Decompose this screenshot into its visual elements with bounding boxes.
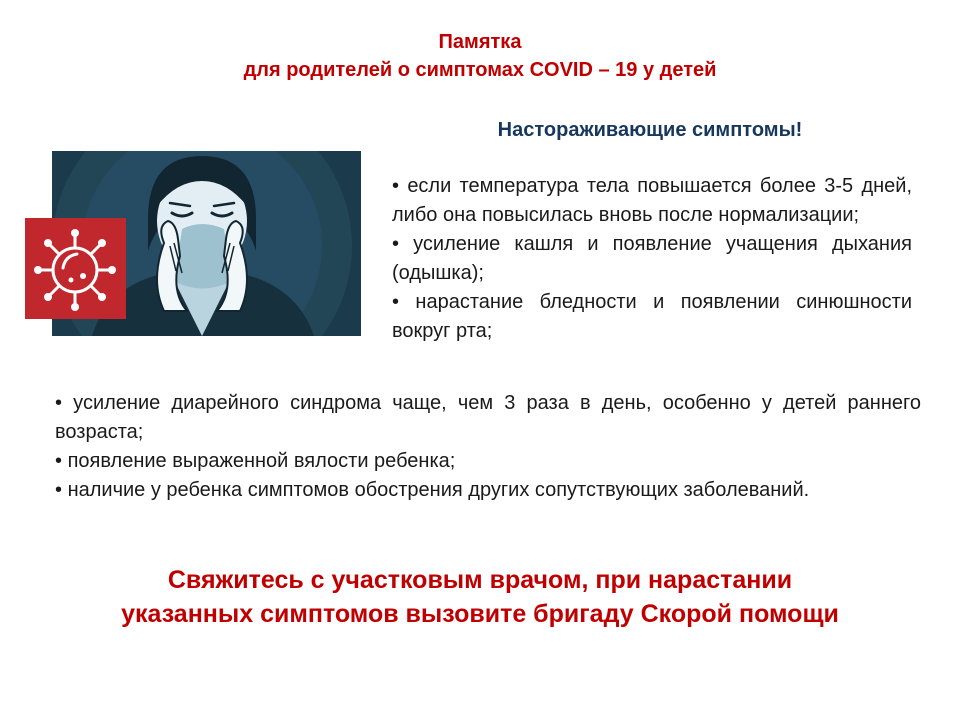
list-item — [392, 172, 912, 230]
page-title: Памятка — [438, 31, 522, 53]
bullet: • — [55, 450, 63, 472]
call-to-action-line1: Свяжитесь с участковым врачом, при нарастании — [167, 566, 793, 594]
section-heading: Настораживающие симптомы! — [497, 119, 803, 141]
list-item — [55, 389, 921, 447]
symptom-text: если температура тела повышается более 3-5 дней, либо она повысилась вновь после нормализации; — [392, 175, 913, 226]
symptom-text: нарастание бледности и появлении синюшности вокруг рта; — [392, 291, 912, 342]
symptoms-list-bottom — [55, 389, 921, 505]
bullet: • — [392, 233, 400, 255]
symptom-text: наличие у ребенка симптомов обострения других сопутствующих заболеваний. — [67, 479, 810, 501]
bullet: • — [55, 479, 63, 501]
bullet: • — [55, 392, 63, 414]
symptom-text: усиление кашля и появление учащения дыхания (одышка); — [392, 233, 912, 284]
bullet: • — [392, 175, 400, 197]
list-item — [392, 230, 912, 288]
list-item — [55, 447, 921, 476]
list-item — [392, 288, 912, 346]
symptom-text: усиление диарейного синдрома чаще, чем 3 раза в день, особенно у детей раннего возраста; — [55, 392, 921, 443]
symptom-text: появление выраженной вялости ребенка; — [67, 450, 456, 472]
page-subtitle: для родителей о симптомах COVID – 19 у детей — [243, 59, 717, 81]
bullet: • — [392, 291, 400, 313]
symptoms-list-right — [392, 172, 912, 346]
list-item — [55, 476, 921, 505]
virus-icon — [25, 218, 126, 319]
call-to-action-line2: указанных симптомов вызовите бригаду Скорой помощи — [121, 600, 839, 628]
